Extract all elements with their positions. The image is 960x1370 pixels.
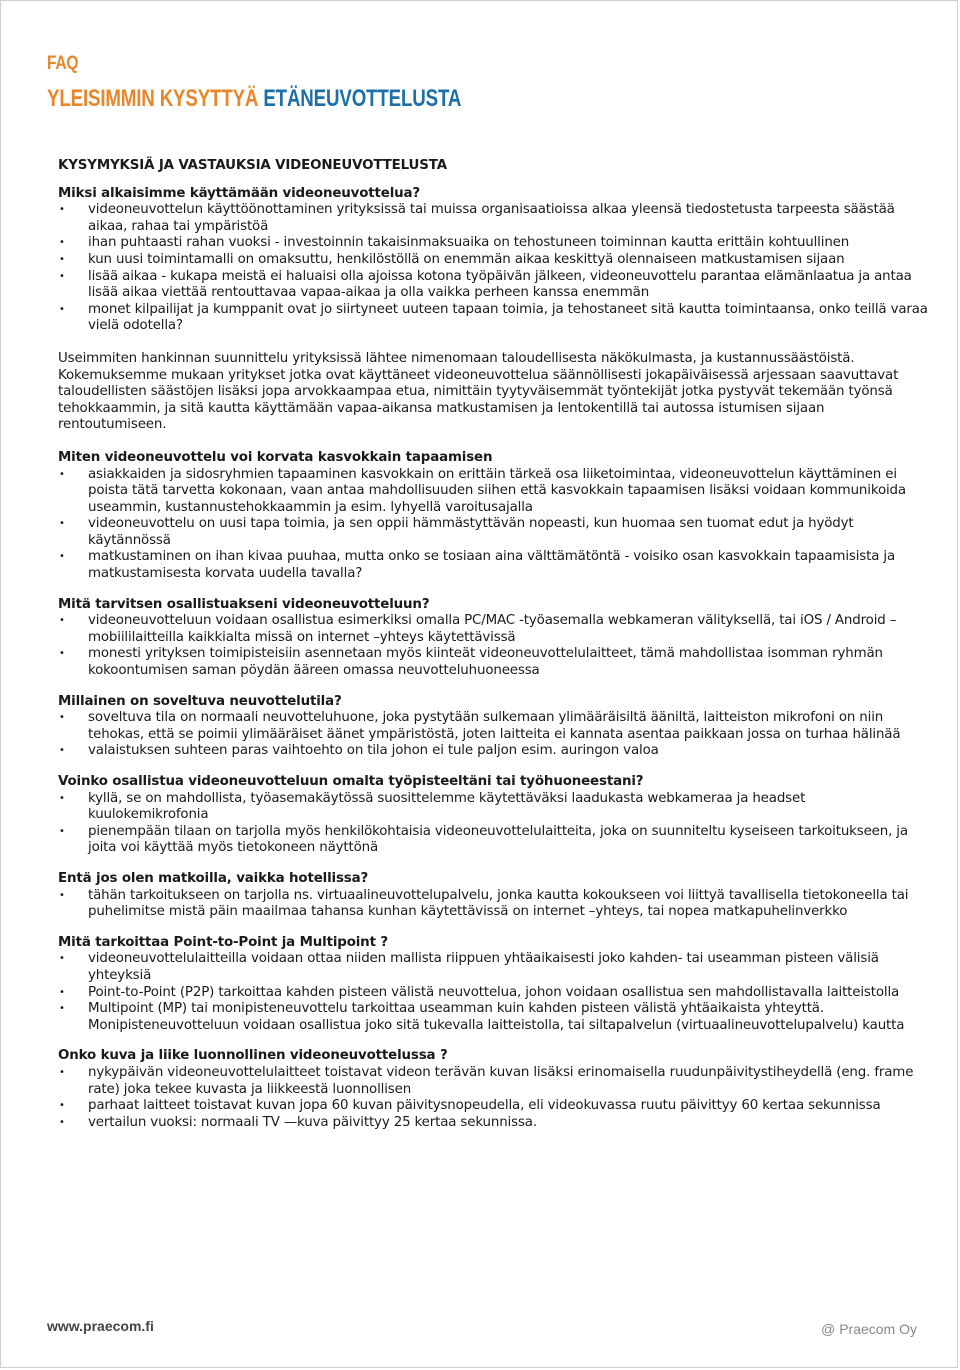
bullet-icon: •: [59, 745, 65, 757]
answer-text: ihan puhtaasti rahan vuoksi - investoinnin takaisinmaksuaika on tehostuneen toiminnan kautta erittäin kohtuullinen: [88, 235, 850, 251]
summary-paragraphs: [58, 351, 928, 434]
faq-section: [58, 774, 928, 857]
paragraph: Useimmiten hankinnan suunnittelu yrityksissä lähtee nimenomaan taloudellisesta näkökulmasta, ja kustannussäästöistä.: [58, 350, 855, 366]
faq-question: Onko kuva ja liike luonnollinen videoneuvottelussa ?: [58, 1048, 448, 1064]
bullet-icon: •: [59, 648, 65, 660]
bullet-icon: •: [59, 1066, 65, 1078]
answer-item: [58, 1098, 928, 1115]
page-title-accent: YLEISIMMIN KYSYTTYÄ: [47, 85, 259, 112]
answer-text: videoneuvottelun käyttöönottaminen yrityksissä tai muissa organisaatioissa alkaa yleensä tiedostetusta tarpeesta säästää aikaa, rahaa tai ympäristöä: [88, 202, 895, 234]
answer-text: pienempään tilaan on tarjolla myös henkilökohtaisia videoneuvottelulaitteita, joka on suunniteltu kyseiseen tarkoitukseen, ja joita voi käyttää myös tietokoneen näyttönä: [88, 823, 908, 856]
document-title: KYSYMYKSIÄ JA VASTAUKSIA VIDEONEUVOTTELUSTA: [58, 158, 447, 173]
answer-item: [58, 516, 928, 549]
document-body: [58, 158, 928, 1145]
answer-item: [58, 269, 928, 302]
bullet-icon: •: [59, 551, 65, 563]
answer-item: [58, 252, 928, 269]
faq-question: Voinko osallistua videoneuvotteluun omalta työpisteeltäni tai työhuoneestani?: [58, 774, 644, 789]
answer-list: [58, 613, 928, 679]
page-title: [47, 85, 461, 113]
answer-item: [58, 467, 928, 517]
faq-section: [58, 694, 928, 760]
bullet-icon: •: [59, 1100, 65, 1112]
answer-text: tähän tarkoitukseen on tarjolla ns. virtuaalineuvottelupalvelu, jonka kautta kokoukseen voi liittyä tavallisella tietokoneella tai puhelimitse mistä päin maailmaa tahansa kunhan käytettävissä on internet –yhteys, tai nopea matkapuhelinverkko: [88, 887, 909, 920]
faq-question: Miksi alkaisimme käyttämään videoneuvottelua?: [58, 185, 421, 201]
answer-item: [58, 743, 928, 760]
bullet-icon: •: [59, 825, 65, 837]
answer-text: asiakkaiden ja sidosryhmien tapaaminen kasvokkain on erittäin tärkeä osa liiketoimintaa, videoneuvottelun käyttäminen ei poista tätä tarvetta kokonaan, vaan antaa mahdollisuuden siihen että kasvokkain tapaamisen lisäksi voidaan kommunikoida useammin, kustannustehokkaammin ja esim. lyhyellä varoitusajalla: [88, 466, 906, 515]
answer-item: [58, 888, 928, 921]
faq-section: [58, 186, 928, 335]
answer-text: videoneuvottelulaitteilla voidaan ottaa niiden mallista riippuen yhtäaikaisesti joko kahden- tai useamman pisteen välisiä yhteyksiä: [88, 951, 879, 983]
answer-item: [58, 985, 928, 1002]
bullet-icon: •: [59, 953, 65, 965]
bullet-icon: •: [59, 303, 65, 315]
bullet-icon: •: [59, 518, 65, 530]
answer-text: monet kilpailijat ja kumppanit ovat jo siirtyneet uuteen tapaan toimia, ja tehostaneet sitä kautta toimintaansa, onko teillä varaa vielä odotella?: [88, 301, 928, 334]
answer-item: [58, 951, 928, 984]
copyright: @ Praecom Oy: [821, 1321, 917, 1337]
answer-text: kun uusi toimintamalli on omaksuttu, henkilöstöllä on enemmän aikaa keskittyä olennaiseen matkustamisen sijaan: [88, 251, 845, 267]
faq-question: Miten videoneuvottelu voi korvata kasvokkain tapaamisen: [58, 449, 493, 465]
answer-item: [58, 202, 928, 235]
answer-text: matkustaminen on ihan kivaa puuhaa, mutta onko se tosiaan aina välttämätöntä - voisiko osan kasvokkain tapaamisista ja matkustamisesta korvata uudella tavalla?: [88, 549, 896, 582]
paragraph: Kokemuksemme mukaan yritykset jotka ovat käyttäneet videoneuvottelua säännöllisesti jokapäiväisessä arjessaan saavuttavat taloudellisten säästöjen lisäksi jopa arvokkaampaa etua, nimittäin tyytyväisemmät työntekijät jotka pystyvät tekemään työnsä tehokkaammin, ja sitä kautta käyttämään vapaa-aikansa matkustamisen ja lentokentillä tai autossa istumisen sijaan rentoutumiseen.: [58, 367, 899, 433]
bullet-icon: •: [59, 986, 65, 998]
answer-text: soveltuva tila on normaali neuvotteluhuone, joka pystytään sulkemaan ylimääräisiltä ääniltä, laitteiston mikrofoni on niin tehokas, että se poimii ylimääräiset äänet ympäristöstä, joten laitteita ei kannata asentaa paikkaan jossa on turhaa hälinää: [88, 710, 901, 742]
answer-list: [58, 951, 928, 1034]
answer-text: parhaat laitteet toistavat kuvan jopa 60 kuvan päivitysnopeudella, eli videokuvassa ruutu päivittyy 60 kertaa sekunnissa: [88, 1098, 881, 1114]
answer-text: videoneuvotteluun voidaan osallistua esimerkiksi omalla PC/MAC -työasemalla webkameran välityksellä, tai iOS / Android –mobiililaitteilla kaikkialta missä on internet –yhteys käytettävissä: [88, 613, 897, 645]
answer-text: lisää aikaa - kukapa meistä ei haluaisi olla ajoissa kotona työpäivän jälkeen, videoneuvottelu parantaa elämänlaatua ja antaa lisää aikaa viettää rentouttavaa vapaa-aikaa ja olla vaikka perheen kanssa enemmän: [88, 268, 912, 301]
bullet-icon: •: [59, 712, 65, 724]
answer-list: [58, 710, 928, 760]
bullet-icon: •: [59, 204, 65, 216]
answer-text: vertailun vuoksi: normaali TV —kuva päivittyy 25 kertaa sekunnissa.: [88, 1114, 537, 1130]
answer-list: [58, 1065, 928, 1131]
answer-list: [58, 791, 928, 857]
faq-section: [58, 597, 928, 680]
answer-item: [58, 1065, 928, 1098]
answer-item: [58, 302, 928, 335]
bullet-icon: •: [59, 1003, 65, 1015]
answer-list: [58, 888, 928, 921]
answer-item: [58, 1115, 928, 1132]
bullet-icon: •: [59, 270, 65, 282]
faq-question: Entä jos olen matkoilla, vaikka hotellissa?: [58, 870, 369, 886]
answer-text: kyllä, se on mahdollista, työasemakäytössä suosittelemme käytettäväksi laadukasta webkameraa ja headset kuulokemikrofonia: [88, 790, 806, 823]
answer-text: Multipoint (MP) tai monipisteneuvottelu tarkoittaa useamman kuin kahden pisteen välistä yhtäaikaista yhteyttä. Monipisteneuvotteluun voidaan osallistua joko sitä tukevalla laitteistolla, tai siltapalvelun (virtuaalineuvottelupalvelu) kautta: [88, 1001, 905, 1033]
answer-item: [58, 549, 928, 582]
answer-text: videoneuvottelu on uusi tapa toimia, ja sen oppii hämmästyttävän nopeasti, kun huomaa sen tuomat edut ja hyödyt käytännössä: [88, 516, 854, 548]
website-link[interactable]: www.praecom.fi: [47, 1318, 154, 1334]
answer-list: [58, 202, 928, 335]
answer-list: [58, 467, 928, 583]
answer-text: valaistuksen suhteen paras vaihtoehto on tila johon ei tule paljon esim. auringon valoa: [88, 743, 659, 759]
bullet-icon: •: [59, 792, 65, 804]
faq-section: [58, 450, 928, 583]
faq-label: FAQ: [47, 53, 79, 74]
bullet-icon: •: [59, 468, 65, 480]
bullet-icon: •: [59, 889, 65, 901]
answer-item: [58, 824, 928, 857]
bullet-icon: •: [59, 615, 65, 627]
bullet-icon: •: [59, 1116, 65, 1128]
answer-item: [58, 710, 928, 743]
answer-text: monesti yrityksen toimipisteisiin asennetaan myös kiinteät videoneuvottelulaitteet, tämä mahdollistaa isomman ryhmän kokoontumisen saman pöydän ääreen omassa neuvotteluhuoneessa: [88, 646, 883, 679]
answer-item: [58, 613, 928, 646]
faq-section: [58, 935, 928, 1035]
bullet-icon: •: [59, 253, 65, 265]
answer-item: [58, 646, 928, 679]
answer-item: [58, 791, 928, 824]
answer-item: [58, 1001, 928, 1034]
bullet-icon: •: [59, 237, 65, 249]
faq-question: Millainen on soveltuva neuvottelutila?: [58, 693, 342, 709]
faq-question: Mitä tarvitsen osallistuakseni videoneuvotteluun?: [58, 596, 430, 612]
faq-section: [58, 1048, 928, 1131]
answer-item: [58, 235, 928, 252]
answer-text: nykypäivän videoneuvottelulaitteet toistavat videon terävän kuvan lisäksi erinomaisella ruudunpäivitystiheydellä (eng. frame rate) joka tekee kuvasta ja liikkeestä luonnollisen: [88, 1064, 914, 1097]
page-title-rest: ETÄNEUVOTTELUSTA: [258, 85, 462, 112]
faq-section: [58, 871, 928, 921]
faq-question: Mitä tarkoittaa Point-to-Point ja Multipoint ?: [58, 934, 388, 950]
answer-text: Point-to-Point (P2P) tarkoittaa kahden pisteen välistä neuvottelua, johon voidaan osallistua sen mahdollistavalla laitteistolla: [88, 984, 900, 1000]
